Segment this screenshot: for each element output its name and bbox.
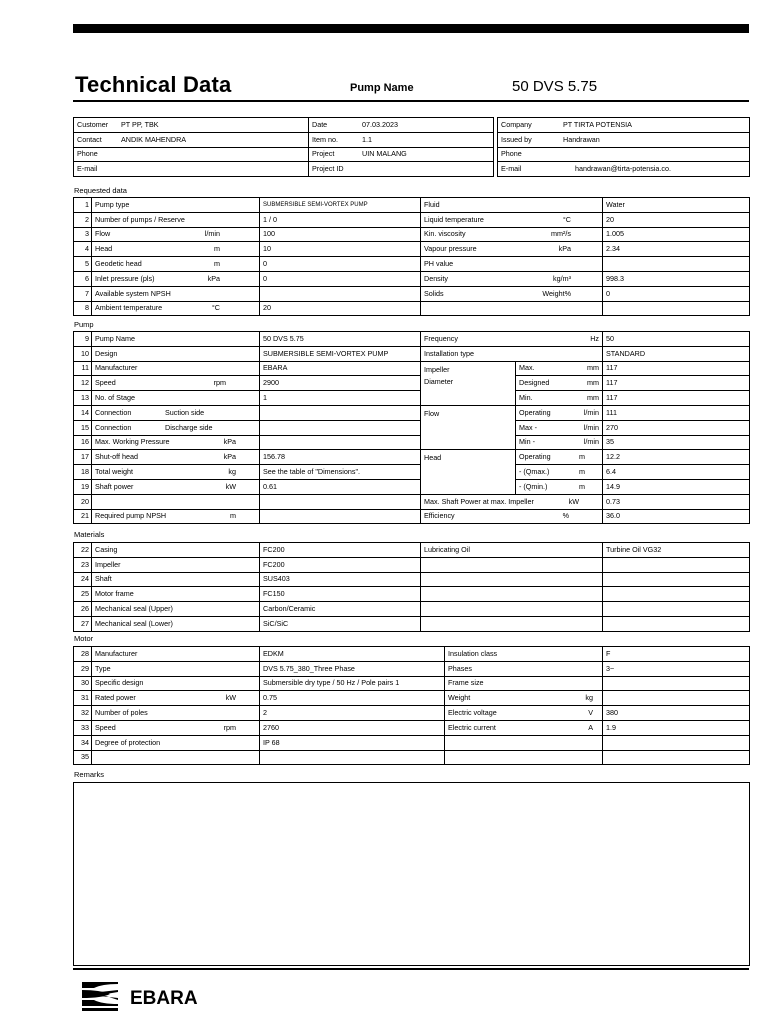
efficiency-value: 36.0	[603, 509, 750, 524]
row-label: Motor frame	[92, 587, 260, 602]
row-value: SUS403	[260, 572, 421, 587]
impeller-designed-label: Designed mm	[516, 376, 603, 391]
row-number: 18	[74, 465, 92, 480]
row-label	[92, 271, 260, 286]
cell-text: kg/m³	[553, 273, 571, 283]
motor-table	[73, 646, 750, 765]
row-value: FC200	[260, 543, 421, 558]
row-value: EBARA	[260, 361, 421, 376]
row-value-2: Turbine Oil VG32	[603, 543, 750, 558]
row-value	[260, 509, 421, 524]
head-qmax-label: - (Qmax.) m	[516, 465, 603, 480]
row-value-2	[603, 301, 750, 316]
row-number: 15	[74, 420, 92, 435]
row-label	[92, 301, 260, 316]
row-value-2: 2.34	[603, 242, 750, 257]
top-rule	[73, 24, 749, 33]
row-value-2: 1.9	[603, 720, 750, 735]
row-label-2	[421, 212, 603, 227]
row-value: SUBMERSIBLE SEMI-VORTEX PUMP	[260, 198, 421, 213]
row-number: 9	[74, 332, 92, 347]
table-row	[74, 257, 750, 272]
head-qmax-value: 6.4	[603, 465, 750, 480]
row-number: 19	[74, 479, 92, 494]
row-number: 8	[74, 301, 92, 316]
row-value-2	[603, 691, 750, 706]
cell-text: Pump type	[95, 199, 130, 209]
table-row	[74, 494, 750, 509]
row-value-2	[603, 676, 750, 691]
table-row	[74, 242, 750, 257]
row-label: Shaft power kW	[92, 479, 260, 494]
flow-max-label: Max - l/min	[516, 420, 603, 435]
row-label	[92, 286, 260, 301]
row-label	[92, 691, 260, 706]
cell-text: Flow	[95, 229, 111, 239]
row-value	[260, 286, 421, 301]
row-number: 3	[74, 227, 92, 242]
cell-text: V	[588, 708, 593, 718]
impeller-diameter-label: Impeller Diameter	[421, 361, 516, 405]
table-row	[74, 543, 750, 558]
row-label-2	[421, 257, 603, 272]
row-value	[260, 420, 421, 435]
row-number: 7	[74, 286, 92, 301]
row-value-2	[603, 750, 750, 765]
row-number: 29	[74, 661, 92, 676]
row-label-2	[421, 602, 603, 617]
row-value-2	[603, 602, 750, 617]
row-label	[92, 198, 260, 213]
row-value: 0.75	[260, 691, 445, 706]
table-row	[74, 616, 750, 631]
page-title: Technical Data	[75, 72, 232, 97]
row-label: Design	[92, 346, 260, 361]
section-pump: Pump	[74, 320, 94, 329]
materials-table	[73, 542, 750, 632]
email-cell: E-mail	[74, 162, 309, 177]
max-shaft-power-label: Max. Shaft Power at max. Impeller kW	[421, 494, 603, 509]
issued-cell: Issued by Handrawan	[498, 132, 750, 147]
cell-text: Insulation class	[448, 648, 498, 658]
row-value: 2900	[260, 376, 421, 391]
row-label: Required pump NPSH m	[92, 509, 260, 524]
row-value	[260, 435, 421, 450]
row-value: 50 DVS 5.75	[260, 332, 421, 347]
section-remarks: Remarks	[74, 770, 105, 779]
table-row	[74, 735, 750, 750]
row-label: Mechanical seal (Lower)	[92, 616, 260, 631]
section-requested-data: Requested data	[74, 186, 127, 195]
table-row	[74, 391, 750, 406]
row-label-2	[421, 587, 603, 602]
cell-text: Specific design	[95, 678, 144, 688]
row-label: No. of Stage	[92, 391, 260, 406]
row-label: Shaft	[92, 572, 260, 587]
row-label-2	[445, 706, 603, 721]
row-value: 2760	[260, 720, 445, 735]
table-row	[74, 750, 750, 765]
row-value: 1	[260, 391, 421, 406]
table-row	[74, 450, 750, 465]
row-number: 11	[74, 361, 92, 376]
cell-text: Kin. viscosity	[424, 229, 466, 239]
row-value-2: 0	[603, 286, 750, 301]
pump-name-label: Pump Name	[350, 82, 414, 94]
cell-text: l/min	[204, 229, 220, 239]
ebara-logo	[80, 978, 240, 1014]
row-value-2: 3~	[603, 661, 750, 676]
row-value-2	[603, 557, 750, 572]
remarks-box[interactable]	[73, 782, 750, 966]
row-number: 30	[74, 676, 92, 691]
phone-cell: Phone	[74, 147, 309, 162]
cell-text: mm²/s	[551, 229, 571, 239]
cell-text: Weight%	[542, 288, 571, 298]
table-row	[74, 301, 750, 316]
pump-name-value: 50 DVS 5.75	[512, 78, 598, 95]
row-value-2	[603, 572, 750, 587]
table-row	[74, 435, 750, 450]
cell-text: Number of pumps / Reserve	[95, 214, 185, 224]
row-label	[92, 706, 260, 721]
row-label-2: Lubricating Oil	[421, 543, 603, 558]
row-value: 156.78	[260, 450, 421, 465]
cell-text: Solids	[424, 288, 444, 298]
row-value: SUBMERSIBLE SEMI-VORTEX PUMP	[260, 346, 421, 361]
row-number: 2	[74, 212, 92, 227]
row-number: 24	[74, 572, 92, 587]
row-value: Submersible dry type / 50 Hz / Pole pairs 1	[260, 676, 445, 691]
contact-cell: Contact ANDIK MAHENDRA	[74, 132, 309, 147]
row-label	[92, 720, 260, 735]
row-value-2: 1.005	[603, 227, 750, 242]
table-row	[74, 271, 750, 286]
table-row	[74, 479, 750, 494]
impeller-designed-value: 117	[603, 376, 750, 391]
ebara-logo-mark	[82, 982, 118, 1011]
table-row	[74, 420, 750, 435]
table-row	[74, 509, 750, 524]
row-value-2: Water	[603, 198, 750, 213]
table-row	[74, 465, 750, 480]
cell-text: kg	[585, 693, 593, 703]
cell-text: A	[588, 722, 593, 732]
cell-text: Rated power	[95, 693, 136, 703]
row-label-2	[421, 557, 603, 572]
installation-value: STANDARD	[603, 346, 750, 361]
row-label	[92, 227, 260, 242]
row-value	[260, 494, 421, 509]
cell-text: Speed	[95, 722, 116, 732]
table-row	[74, 602, 750, 617]
row-number: 14	[74, 405, 92, 420]
row-number: 6	[74, 271, 92, 286]
row-number: 33	[74, 720, 92, 735]
head-qmin-value: 14.9	[603, 479, 750, 494]
row-number: 28	[74, 647, 92, 662]
impeller-max-value: 117	[603, 361, 750, 376]
cell-text: Type	[95, 663, 111, 673]
cell-text: Fluid	[424, 199, 440, 209]
table-row	[74, 286, 750, 301]
row-value-2: F	[603, 647, 750, 662]
row-label: Total weight kg	[92, 465, 260, 480]
customer-cell: Customer PT PP, TBK	[74, 118, 309, 133]
table-row	[74, 661, 750, 676]
table-row	[74, 647, 750, 662]
table-row	[74, 572, 750, 587]
cell-text: °C	[562, 214, 571, 224]
table-row	[74, 361, 750, 376]
impeller-max-label: Max. mm	[516, 361, 603, 376]
row-value: 10	[260, 242, 421, 257]
section-motor: Motor	[74, 634, 94, 643]
table-row	[74, 376, 750, 391]
table-row	[74, 676, 750, 691]
row-number: 32	[74, 706, 92, 721]
flow-min-value: 35	[603, 435, 750, 450]
row-value: FC200	[260, 557, 421, 572]
row-label-2	[445, 676, 603, 691]
row-label	[92, 494, 260, 509]
cell-text: rpm	[223, 722, 236, 732]
cell-text: Degree of protection	[95, 737, 161, 747]
row-label: Mechanical seal (Upper)	[92, 602, 260, 617]
frequency-cell: Frequency Hz	[421, 332, 603, 347]
row-label: Max. Working Pressure kPa	[92, 435, 260, 450]
row-number: 26	[74, 602, 92, 617]
row-label	[92, 212, 260, 227]
flow-operating-label: Operating l/min	[516, 405, 603, 420]
row-value: 20	[260, 301, 421, 316]
row-value-2	[603, 587, 750, 602]
table-row	[74, 227, 750, 242]
row-value: EDKM	[260, 647, 445, 662]
requested-data-table	[73, 197, 750, 316]
cell-text: Density	[424, 273, 448, 283]
table-row	[74, 212, 750, 227]
row-label	[92, 735, 260, 750]
row-label-2	[421, 242, 603, 257]
row-number: 5	[74, 257, 92, 272]
row-value: SiC/SiC	[260, 616, 421, 631]
header-rule	[73, 100, 749, 102]
row-label-2	[421, 227, 603, 242]
cell-text: PH value	[424, 259, 454, 269]
row-label: Pump Name	[92, 332, 260, 347]
head-operating-value: 12.2	[603, 450, 750, 465]
row-value-2	[603, 735, 750, 750]
row-label	[92, 661, 260, 676]
item-cell: Item no. 1.1	[309, 132, 494, 147]
table-row	[74, 720, 750, 735]
row-label: Shut-off head kPa	[92, 450, 260, 465]
row-number: 13	[74, 391, 92, 406]
cell-text: Liquid temperature	[424, 214, 484, 224]
row-value	[260, 750, 445, 765]
row-value: 100	[260, 227, 421, 242]
head-operating-label: Operating m	[516, 450, 603, 465]
company-cell: Company PT TIRTA POTENSIA	[498, 118, 750, 133]
row-number: 12	[74, 376, 92, 391]
row-number: 22	[74, 543, 92, 558]
row-number: 10	[74, 346, 92, 361]
row-label-2	[445, 735, 603, 750]
row-label: Casing	[92, 543, 260, 558]
row-value: 1 / 0	[260, 212, 421, 227]
row-value: 0	[260, 257, 421, 272]
row-value: Carbon/Ceramic	[260, 602, 421, 617]
phone2-cell: Phone	[498, 147, 750, 162]
row-label-2	[445, 661, 603, 676]
cell-text: kPa	[207, 273, 220, 283]
row-label	[92, 676, 260, 691]
row-number: 23	[74, 557, 92, 572]
max-shaft-power-value: 0.73	[603, 494, 750, 509]
row-label-2	[445, 750, 603, 765]
row-number: 34	[74, 735, 92, 750]
cell-text: Phases	[448, 663, 472, 673]
table-row	[74, 557, 750, 572]
row-number: 35	[74, 750, 92, 765]
row-number: 20	[74, 494, 92, 509]
row-label-2	[421, 271, 603, 286]
row-label	[92, 647, 260, 662]
row-value	[260, 405, 421, 420]
row-number: 4	[74, 242, 92, 257]
row-label-2	[421, 616, 603, 631]
row-label: Connection Discharge side	[92, 420, 260, 435]
cell-text: Available system NPSH	[95, 288, 171, 298]
cell-text: m	[214, 244, 220, 254]
row-value-2: 380	[603, 706, 750, 721]
row-number: 21	[74, 509, 92, 524]
row-value-2	[603, 257, 750, 272]
section-materials: Materials	[74, 530, 105, 539]
date-cell: Date 07.03.2023	[309, 118, 494, 133]
row-label	[92, 242, 260, 257]
row-value: DVS 5.75_380_Three Phase	[260, 661, 445, 676]
head-qmin-label: - (Qmin.) m	[516, 479, 603, 494]
row-value: 0.61	[260, 479, 421, 494]
cell-text: Inlet pressure (pls)	[95, 273, 155, 283]
cell-text: kPa	[558, 244, 571, 254]
installation-label: Installation type	[421, 346, 603, 361]
cell-text: Head	[95, 244, 113, 254]
efficiency-label: Efficiency %	[421, 509, 603, 524]
row-label	[92, 257, 260, 272]
cell-text: Ambient temperature	[95, 303, 163, 313]
footer-rule	[73, 968, 749, 970]
row-label	[92, 750, 260, 765]
project-cell: Project UIN MALANG	[309, 147, 494, 162]
flow-min-label: Min - l/min	[516, 435, 603, 450]
row-label: Speed rpm	[92, 376, 260, 391]
row-label-2	[445, 720, 603, 735]
row-label-2	[445, 691, 603, 706]
row-value-2: 20	[603, 212, 750, 227]
table-row	[74, 405, 750, 420]
cell-text: m	[214, 259, 220, 269]
impeller-min-value: 117	[603, 391, 750, 406]
cell-text: Frame size	[448, 678, 484, 688]
flow-max-value: 270	[603, 420, 750, 435]
row-label: Impeller	[92, 557, 260, 572]
row-label: Manufacturer	[92, 361, 260, 376]
table-row	[74, 198, 750, 213]
email2-cell: E-mail handrawan@tirta-potensia.co.	[498, 162, 750, 177]
project-id-cell: Project ID	[309, 162, 494, 177]
table-row	[74, 587, 750, 602]
row-value: See the table of "Dimensions".	[260, 465, 421, 480]
cell-text: Weight	[448, 693, 471, 703]
flow-operating-value: 111	[603, 405, 750, 420]
table-row	[74, 706, 750, 721]
row-label-2	[421, 286, 603, 301]
row-value: 0	[260, 271, 421, 286]
row-label-2	[421, 301, 603, 316]
row-label-2	[445, 647, 603, 662]
flow-label: Flow	[421, 405, 516, 449]
ebara-logo-text: EBARA	[130, 988, 198, 1009]
row-label: Connection Suction side	[92, 405, 260, 420]
row-label-2	[421, 198, 603, 213]
cell-text: Manufacturer	[95, 648, 138, 658]
row-number: 27	[74, 616, 92, 631]
row-number: 17	[74, 450, 92, 465]
row-label-2	[421, 572, 603, 587]
row-number: 16	[74, 435, 92, 450]
row-number: 31	[74, 691, 92, 706]
cell-text: °C	[211, 303, 220, 313]
frequency-value: 50	[603, 332, 750, 347]
table-row	[74, 332, 750, 347]
table-row	[74, 691, 750, 706]
row-value: FC150	[260, 587, 421, 602]
cell-text: Number of poles	[95, 708, 148, 718]
row-number: 1	[74, 198, 92, 213]
table-row	[74, 346, 750, 361]
company-info-table	[497, 117, 750, 177]
row-value-2	[603, 616, 750, 631]
cell-text: Vapour pressure	[424, 244, 477, 254]
row-value: IP 68	[260, 735, 445, 750]
cell-text: Geodetic head	[95, 259, 142, 269]
customer-info-table	[73, 117, 494, 177]
cell-text: Electric current	[448, 722, 496, 732]
impeller-min-label: Min. mm	[516, 391, 603, 406]
pump-table	[73, 331, 750, 524]
row-value-2: 998.3	[603, 271, 750, 286]
cell-text: Electric voltage	[448, 708, 497, 718]
row-value: 2	[260, 706, 445, 721]
cell-text: kW	[225, 693, 236, 703]
head-label: Head	[421, 450, 516, 494]
row-number: 25	[74, 587, 92, 602]
